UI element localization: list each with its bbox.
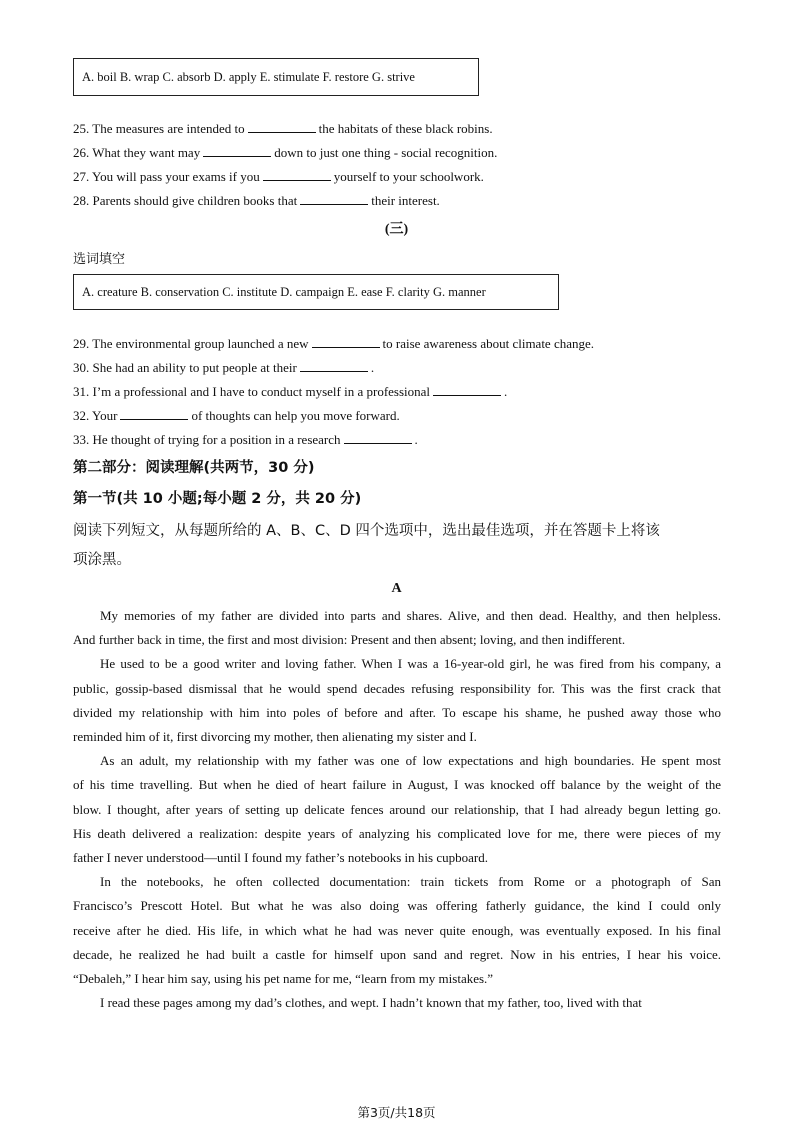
sentence-text-before: 29. The environmental group launched a new — [73, 336, 309, 351]
answer-blank[interactable] — [120, 407, 188, 420]
instruction-line-2: 项涂黑。 — [73, 552, 131, 568]
answer-blank[interactable] — [300, 192, 368, 205]
sentence-text-after: the habitats of these black robins. — [318, 121, 493, 136]
sentence-text-after: their interest. — [371, 193, 440, 208]
answer-blank[interactable] — [248, 120, 316, 133]
sentence-line — [73, 144, 497, 161]
sentence-line — [73, 120, 493, 137]
passage-line: I read these pages among my dad’s clothes, and wept. I hadn’t known that my father, too, lived with that — [100, 995, 642, 1011]
passage-line: Francisco’s Prescott Hotel. But what he was also doing was offering fatherly guidance, the kind I could only — [73, 898, 721, 914]
sentence-text-after: of thoughts can help you move forward. — [191, 408, 400, 423]
section1-heading: 第一节(共 10 小题;每小题 2 分，共 20 分) — [73, 491, 362, 507]
answer-blank[interactable] — [433, 383, 501, 396]
sentence-text-before: 27. You will pass your exams if you — [73, 169, 260, 184]
page-footer: 第3页/共18页 — [357, 1105, 436, 1120]
sentence-text-after: to raise awareness about climate change. — [382, 336, 595, 351]
passage-label: A — [391, 581, 402, 596]
section3-title: (三) — [384, 222, 409, 237]
passage-line: And further back in time, the first and most division: Present and then absent; loving, and then indifferent. — [73, 632, 626, 648]
sentence-line — [73, 407, 400, 424]
passage-line: “Debaleh,” I hear him say, using his pet name for me, “learn from my mistakes.” — [73, 971, 494, 987]
sentence-text-before: 25. The measures are intended to — [73, 121, 245, 136]
passage-line: He used to be a good writer and loving father. When I was a 16-year-old girl, he was fired from his company, a — [100, 656, 721, 672]
part2-heading: 第二部分：阅读理解(共两节，30 分) — [73, 460, 315, 476]
answer-blank[interactable] — [203, 144, 271, 157]
passage-line: In the notebooks, he often collected documentation: train tickets from Rome or a photograph of San — [100, 874, 721, 890]
word-bank-box-1 — [73, 58, 479, 96]
sentence-line — [73, 168, 484, 185]
passage-line: As an adult, my relationship with my father was one of low expectations and high boundaries. He spent most — [100, 753, 721, 769]
sentence-line — [73, 192, 440, 209]
answer-blank[interactable] — [344, 431, 412, 444]
passage-line: receive after he died. His life, in which what he had was never quite enough, was eventually exposed. In his final — [73, 922, 721, 938]
section3-label: 选词填空 — [73, 252, 126, 267]
sentence-text-after: . — [504, 384, 508, 399]
word-bank-2-text: A. creature B. conservation C. institute D. campaign E. ease F. clarity G. manner — [82, 284, 486, 299]
sentence-text-after: . — [370, 360, 375, 375]
sentence-line — [73, 431, 418, 448]
passage-line: My memories of my father are divided into parts and shares. Alive, and then dead. Healthy, and then helpless. — [100, 608, 721, 623]
answer-blank[interactable] — [300, 359, 368, 372]
answer-blank[interactable] — [263, 168, 331, 181]
passage-line: reminded him of it, first divorcing my mother, then alienating my sister and I. — [73, 729, 477, 745]
sentence-text-before: 26. What they want may — [73, 145, 201, 160]
sentence-text-after: down to just one thing - social recognition. — [274, 145, 498, 160]
passage-line: His death delivered a realization: despite years of analyzing his complicated love for me, there were pieces of my — [73, 825, 721, 841]
passage-line: of his time travelling. But when he died of heart failure in August, I was knocked off balance by the weight of the — [73, 777, 721, 793]
sentence-text-before: 28. Parents should give children books that — [73, 193, 298, 208]
instruction-line-1: 阅读下列短文，从每题所给的 A、B、C、D 四个选项中，选出最佳选项，并在答题卡上将该 — [73, 523, 660, 539]
passage-a — [73, 604, 721, 1015]
sentence-text-after: yourself to your schoolwork. — [333, 169, 484, 184]
passage-line: father I never understood—until I found my father’s notebooks in his cupboard. — [73, 850, 488, 866]
passage-line: divided my relationship with him into poles of before and after. To escape his shame, he pushed away those who — [73, 704, 721, 720]
sentence-text-before: 31. I’m a professional and I have to conduct myself in a professional — [73, 384, 431, 399]
sentence-text-after: . — [414, 432, 418, 447]
sentence-text-before: 32. Your — [73, 408, 118, 423]
sentence-line — [73, 335, 594, 352]
sentence-text-before: 30. She had an ability to put people at their — [73, 360, 297, 375]
answer-blank[interactable] — [312, 335, 380, 348]
sentence-text-before: 33. He thought of trying for a position in a research — [73, 432, 341, 447]
word-bank-box-2 — [73, 274, 559, 310]
sentence-line — [73, 359, 374, 376]
passage-line: decade, he realized he had built a castle for himself upon sand and regret. Now in his entries, I hear his voice. — [73, 946, 721, 962]
sentence-line — [73, 383, 507, 400]
passage-line: blow. I thought, after years of setting up delicate fences around our relationship, that I had already begun letting go. — [73, 801, 721, 817]
passage-line: public, gossip-based dismissal that he would spend decades refusing responsibility for. This was the first crack that — [73, 680, 721, 696]
word-bank-1-text: A. boil B. wrap C. absorb D. apply E. stimulate F. restore G. strive — [82, 69, 415, 84]
